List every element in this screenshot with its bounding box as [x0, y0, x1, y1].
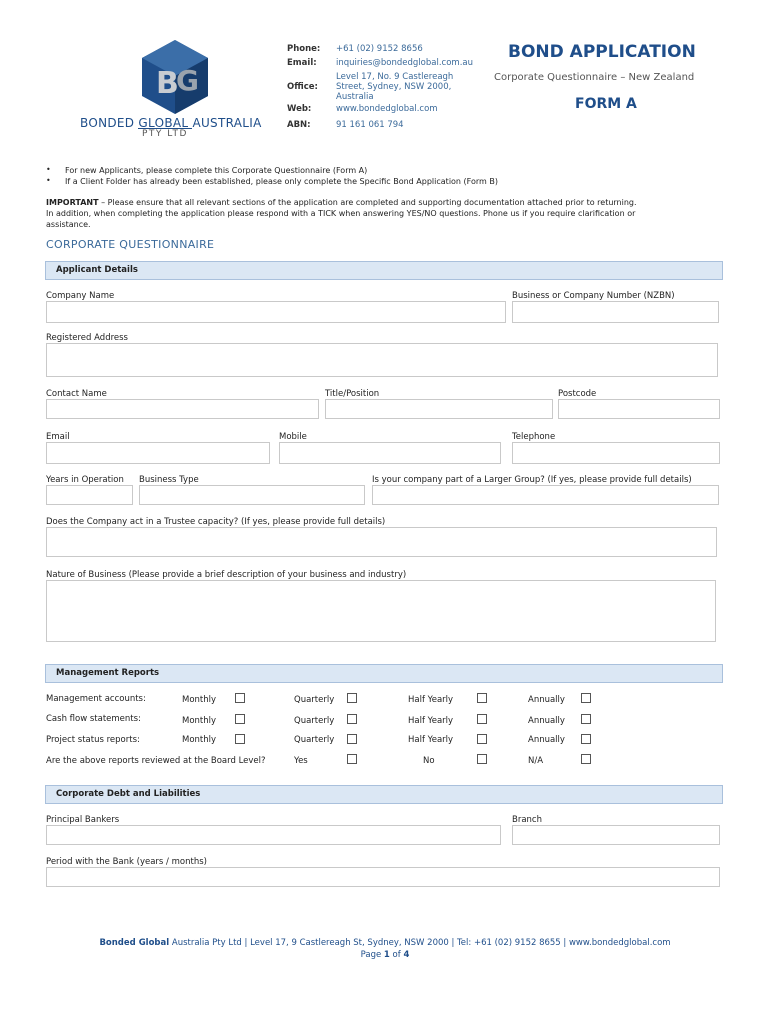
office-label: Office:	[287, 82, 318, 92]
checkbox-na[interactable]	[581, 754, 591, 764]
checkbox-quarterly[interactable]	[347, 734, 357, 744]
footer-details: Australia Pty Ltd | Level 17, 9 Castlereagh St, Sydney, NSW 2000 | Tel: +61 (02) 9152 8655 | www.bondedglobal.com	[169, 938, 671, 948]
contact-name-field[interactable]	[46, 399, 319, 419]
form-label: FORM A	[575, 96, 637, 112]
title-position-label: Title/Position	[325, 389, 380, 399]
option-half-yearly: Half Yearly	[408, 716, 454, 726]
cash-flow-label: Cash flow statements:	[46, 714, 141, 724]
email-field[interactable]	[46, 442, 270, 464]
footer	[0, 938, 770, 960]
checkbox-monthly[interactable]	[235, 714, 245, 724]
logo-name: BONDED GLOBAL AUSTRALIA	[80, 116, 262, 130]
page-number: Page 1 of 4	[360, 950, 410, 960]
nature-of-business-field[interactable]	[46, 580, 716, 642]
phone-value: +61 (02) 9152 8656	[336, 44, 423, 54]
contact-name-label: Contact Name	[46, 389, 107, 399]
company-name-label: Company Name	[46, 291, 115, 301]
mobile-field[interactable]	[279, 442, 501, 464]
checkbox-half-yearly[interactable]	[477, 734, 487, 744]
logo-subname: PTY LTD	[138, 128, 192, 139]
registered-address-label: Registered Address	[46, 333, 128, 343]
corporate-debt-header: Corporate Debt and Liabilities	[45, 785, 723, 804]
larger-group-field[interactable]	[372, 485, 719, 505]
management-accounts-label: Management accounts:	[46, 694, 146, 704]
option-annually: Annually	[528, 716, 565, 726]
phone-label: Phone:	[287, 44, 321, 54]
abn-value: 91 161 061 794	[336, 120, 404, 130]
svg-text:B: B	[156, 66, 179, 101]
mobile-label: Mobile	[279, 432, 307, 442]
checkbox-monthly[interactable]	[235, 693, 245, 703]
business-number-field[interactable]	[512, 301, 719, 323]
option-monthly: Monthly	[182, 735, 217, 745]
trustee-field[interactable]	[46, 527, 717, 557]
important-line2: In addition, when completing the application please respond with a TICK when answering YES/NO questions. Phone us if you require clarification or	[46, 209, 636, 218]
checkbox-half-yearly[interactable]	[477, 714, 487, 724]
branch-field[interactable]	[512, 825, 720, 845]
checkbox-annually[interactable]	[581, 714, 591, 724]
business-type-field[interactable]	[139, 485, 365, 505]
important-label: IMPORTANT	[46, 198, 99, 207]
option-quarterly: Quarterly	[294, 735, 335, 745]
option-na: N/A	[528, 756, 544, 766]
office-line2: Street, Sydney, NSW 2000,	[336, 82, 452, 92]
footer-brand: Bonded Global	[99, 938, 170, 948]
business-type-label: Business Type	[139, 475, 199, 485]
years-in-operation-label: Years in Operation	[46, 475, 124, 485]
branch-label: Branch	[512, 815, 542, 825]
office-line3: Australia	[336, 92, 374, 102]
project-status-label: Project status reports:	[46, 735, 140, 745]
board-review-label: Are the above reports reviewed at the Board Level?	[46, 756, 266, 766]
checkbox-annually[interactable]	[581, 693, 591, 703]
email-field-label: Email	[46, 432, 70, 442]
checkbox-no[interactable]	[477, 754, 487, 764]
checkbox-yes[interactable]	[347, 754, 357, 764]
option-no: No	[423, 756, 435, 766]
years-in-operation-field[interactable]	[46, 485, 133, 505]
checkbox-quarterly[interactable]	[347, 693, 357, 703]
option-monthly: Monthly	[182, 716, 217, 726]
bg-logo-icon	[110, 38, 240, 118]
trustee-label: Does the Company act in a Trustee capacity? (If yes, please provide full details)	[46, 517, 386, 527]
management-reports-header: Management Reports	[45, 664, 723, 683]
important-line1: – Please ensure that all relevant sections of the application are completed and supporting documentation attached prior to returning.	[98, 198, 637, 207]
office-line1: Level 17, No. 9 Castlereagh	[336, 72, 454, 82]
option-quarterly: Quarterly	[294, 695, 335, 705]
web-value[interactable]: www.bondedglobal.com	[336, 104, 438, 114]
company-logo	[110, 38, 240, 118]
principal-bankers-label: Principal Bankers	[46, 815, 120, 825]
abn-label: ABN:	[287, 120, 311, 130]
telephone-field[interactable]	[512, 442, 720, 464]
page-title: BOND APPLICATION	[508, 42, 696, 62]
company-name-field[interactable]	[46, 301, 506, 323]
postcode-label: Postcode	[558, 389, 597, 399]
checkbox-half-yearly[interactable]	[477, 693, 487, 703]
period-with-bank-label: Period with the Bank (years / months)	[46, 857, 207, 867]
svg-text:G: G	[176, 64, 199, 97]
bullet-1: For new Applicants, please complete this Corporate Questionnaire (Form A)	[65, 166, 368, 175]
important-line3: assistance.	[46, 220, 91, 229]
business-number-label: Business or Company Number (NZBN)	[512, 291, 675, 301]
bullet-dot-1: •	[46, 165, 51, 174]
checkbox-annually[interactable]	[581, 734, 591, 744]
option-monthly: Monthly	[182, 695, 217, 705]
option-annually: Annually	[528, 695, 565, 705]
applicant-details-header: Applicant Details	[45, 261, 723, 280]
checkbox-quarterly[interactable]	[347, 714, 357, 724]
option-half-yearly: Half Yearly	[408, 735, 454, 745]
checkbox-monthly[interactable]	[235, 734, 245, 744]
section-title: CORPORATE QUESTIONNAIRE	[46, 238, 215, 251]
period-with-bank-field[interactable]	[46, 867, 720, 887]
email-label: Email:	[287, 58, 317, 68]
nature-of-business-label: Nature of Business (Please provide a brief description of your business and industry)	[46, 570, 407, 580]
option-half-yearly: Half Yearly	[408, 695, 454, 705]
larger-group-label: Is your company part of a Larger Group? (If yes, please provide full details)	[372, 475, 692, 485]
page-subtitle: Corporate Questionnaire – New Zealand	[494, 72, 695, 83]
bullet-dot-2: •	[46, 176, 51, 185]
registered-address-field[interactable]	[46, 343, 718, 377]
web-label: Web:	[287, 104, 312, 114]
telephone-label: Telephone	[512, 432, 556, 442]
title-position-field[interactable]	[325, 399, 553, 419]
option-quarterly: Quarterly	[294, 716, 335, 726]
option-yes: Yes	[294, 756, 308, 766]
email-value[interactable]: inquiries@bondedglobal.com.au	[336, 58, 473, 68]
option-annually: Annually	[528, 735, 565, 745]
bullet-2: If a Client Folder has already been established, please only complete the Specific Bond Application (Form B)	[65, 177, 498, 186]
principal-bankers-field[interactable]	[46, 825, 501, 845]
postcode-field[interactable]	[558, 399, 720, 419]
important-note	[46, 197, 736, 230]
